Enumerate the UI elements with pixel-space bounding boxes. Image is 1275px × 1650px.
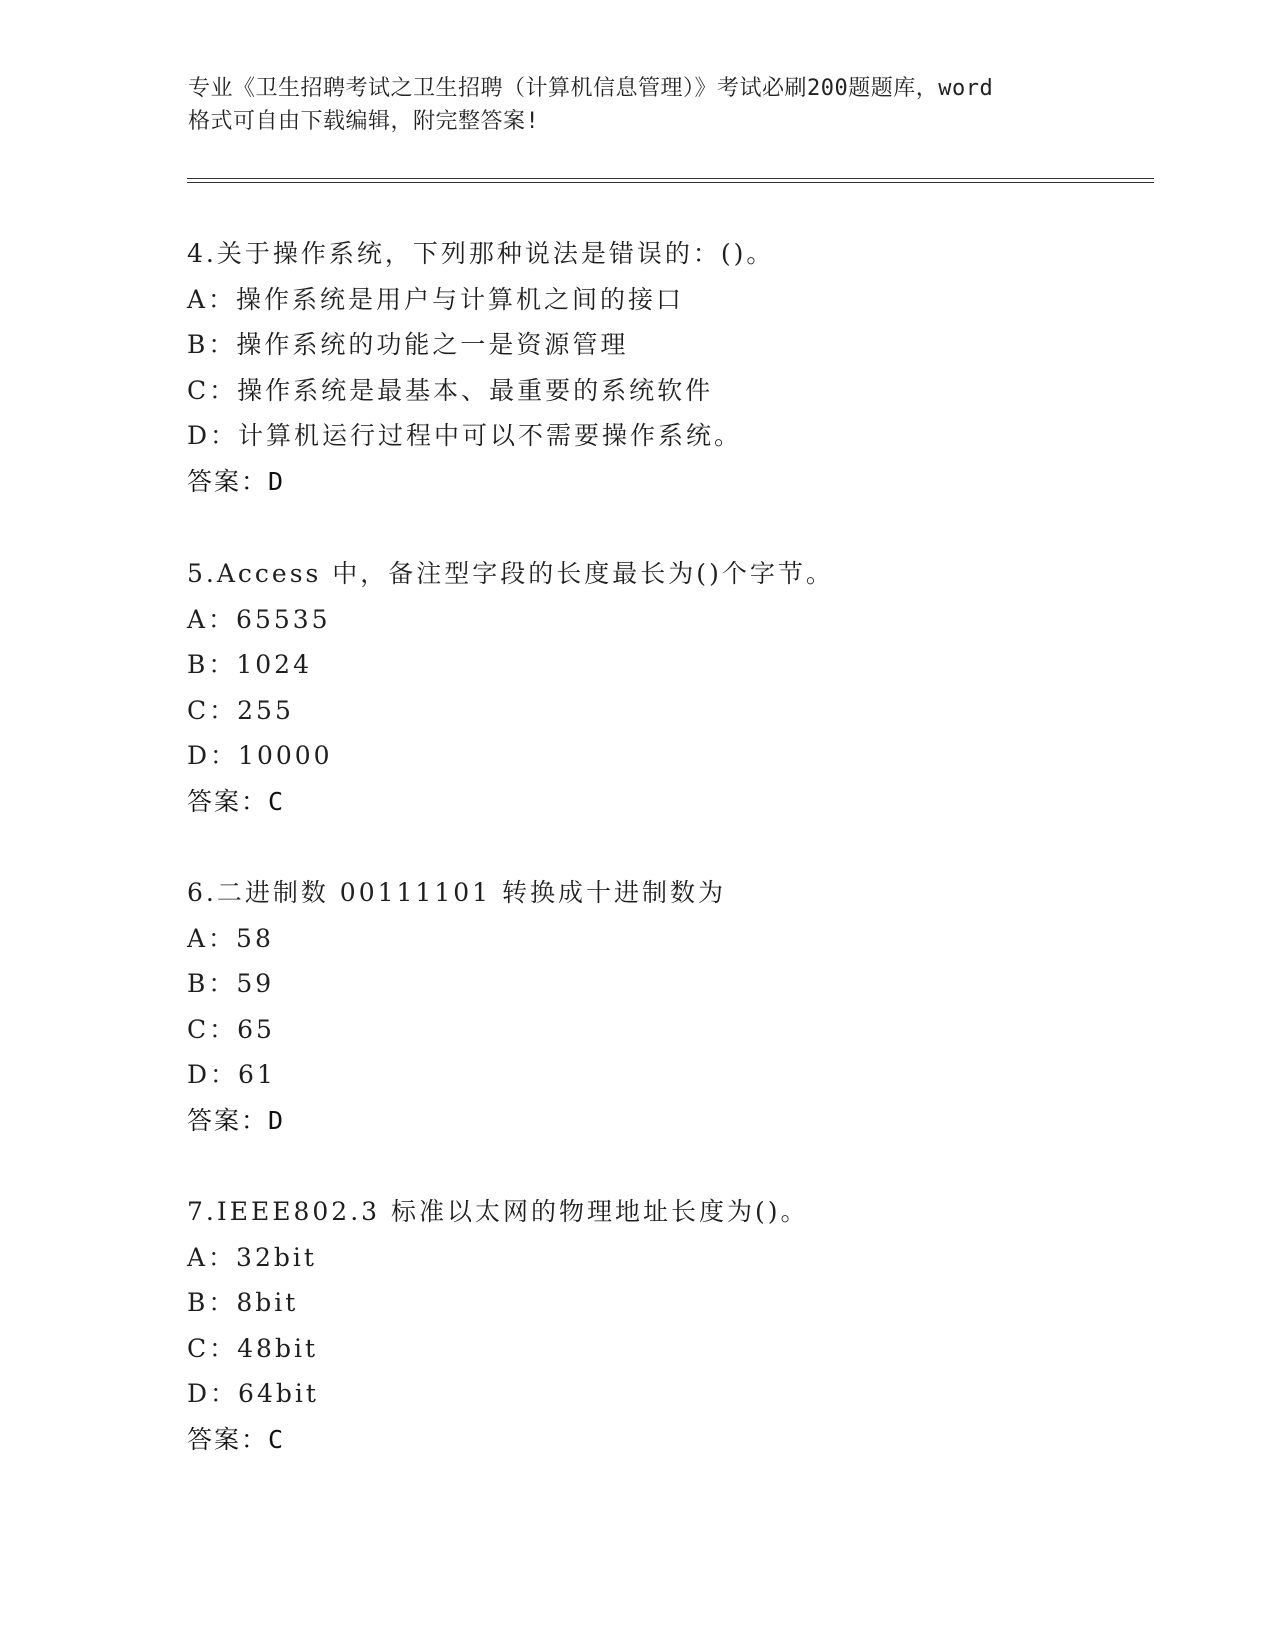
question-5 [187,551,1087,824]
answer-value: D [268,466,284,496]
option-c: C：操作系统是最基本、最重要的系统软件 [187,375,714,405]
answer-value: C [268,786,284,816]
question-stem: 6.二进制数 00111101 转换成十进制数为 [187,878,726,907]
option-a: A：操作系统是用户与计算机之间的接口 [187,284,685,314]
question-6 [187,870,1087,1143]
option-d: D：计算机运行过程中可以不需要操作系统。 [187,421,743,450]
answer-line [187,779,1087,825]
answer-label: 答案： [187,1105,269,1135]
option-d: D：61 [187,1060,276,1089]
option-b: B：8bit [187,1288,299,1317]
option-a: A：32bit [187,1242,317,1272]
answer-line [187,1417,1087,1463]
answer-label: 答案： [187,1424,269,1454]
answer-label: 答案： [187,786,269,816]
question-7 [187,1189,1087,1462]
header-line-1: 专业《卫生招聘考试之卫生招聘（计算机信息管理）》考试必刷200题题库，word [188,76,994,101]
document-header [188,72,1088,138]
option-b: B：1024 [187,650,312,679]
option-b: B：操作系统的功能之一是资源管理 [187,330,629,359]
option-c: C：255 [187,695,294,725]
option-d: D：10000 [187,741,333,770]
answer-line [187,459,1087,505]
question-stem: 4.关于操作系统，下列那种说法是错误的：()。 [187,239,775,268]
header-line-2: 格式可自由下载编辑，附完整答案! [188,109,540,134]
option-c: C：48bit [187,1333,318,1363]
question-stem: 5.Access 中，备注型字段的长度最长为()个字节。 [187,559,834,588]
option-a: A：65535 [187,604,331,634]
option-d: D：64bit [187,1379,319,1408]
answer-value: C [268,1424,284,1454]
answer-value: D [268,1105,284,1135]
option-c: C：65 [187,1014,275,1044]
option-b: B：59 [187,969,275,998]
question-stem: 7.IEEE802.3 标准以太网的物理地址长度为()。 [187,1197,809,1226]
answer-label: 答案： [187,466,269,496]
option-a: A：58 [187,923,274,953]
header-divider [187,178,1154,183]
question-4 [187,231,1087,504]
answer-line [187,1098,1087,1144]
